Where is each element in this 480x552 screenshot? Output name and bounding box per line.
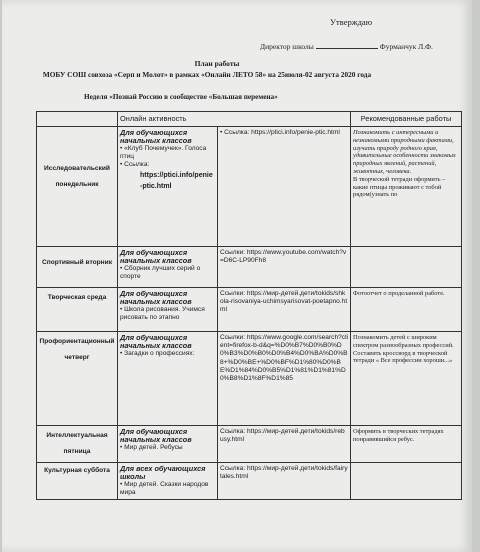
link-cell[interactable]: Ссылки: https://мир-детей.дети/tokids/shkola-risovaniya-uchimsyarisovat-poetapno.html [218, 288, 351, 332]
document-page [2, 0, 472, 552]
activity-text: Мир детей. Ребусы [124, 444, 183, 451]
activity-cell [118, 288, 218, 332]
activity-cell [118, 463, 218, 500]
link-cell[interactable]: • Ссылка: https://ptici.info/penie-ptic.html [218, 127, 351, 247]
rec-cell: Оформить в творческих тетрадях понравившийся ребус. [351, 426, 462, 463]
day-cell: Профориентационный четверг [37, 332, 118, 426]
link-cell[interactable]: Ссылка: https://мир-детей.дети/tokids/rebusy.html [218, 426, 351, 463]
group-label: Для обучающихся начальных классов [120, 427, 192, 444]
table-row [37, 332, 462, 426]
table-row [37, 247, 462, 288]
day-cell: Культурная суббота [37, 463, 118, 500]
approve-label: Утверждаю [330, 17, 373, 27]
table-row [37, 463, 462, 500]
rec-text: Познакомить с интересными и незнакомыми природными фактами, [353, 129, 454, 144]
day-cell: Интеллектуальная пятница [37, 426, 118, 463]
link-cell[interactable]: Ссылки: https://www.google.com/search?client=firefox-b-d&q=%D0%B7%D0%B0%D0%B3%D0%B0%D0%B4%D0%BA%D0%B8+%D0%BE+%D0%BF%D1%80%D0%BE%D1%84%D0%B5%D1%81%D1%81%D0%B8%D1%8F%D1%85 [218, 332, 351, 426]
day-cell: Спортивный вторник [37, 247, 118, 288]
activity-link[interactable]: https://ptici.info/penie-ptic.html [140, 171, 213, 190]
table-row [37, 127, 462, 247]
activity-text: Мир детей. Сказки народов мира [120, 481, 209, 497]
group-label: Для обучающихся начальных классов [120, 289, 192, 306]
director-name: Фурманчук Л.Ф. [379, 42, 433, 51]
link-cell[interactable]: Ссылки: https://www.youtube.com/watch?v=D6C-LP90Fh8 [218, 247, 351, 288]
activity-item: • Сборник лучших серий о спорте [120, 265, 201, 281]
link-cell[interactable]: Ссылка: https://мир-детей.дети/tokids/fairytales.html [218, 463, 351, 500]
group-label: Для обучающихся начальных классов [120, 248, 192, 265]
activity-text: Сборник лучших серий о спорте [120, 265, 201, 281]
activity-text: Загадки о профессиях: [124, 350, 195, 357]
rec-cell [351, 127, 462, 247]
header-online: Онлайн активность [118, 112, 351, 127]
header-empty [37, 112, 118, 127]
activity-cell [118, 332, 218, 426]
activity-item: • Загадки о профессиях: [120, 350, 195, 357]
rec-cell: Познакомить детей с широким спектром разнообразных профессий. Составить кроссворд в творческой тетради « Все профессии хороши...» [351, 332, 462, 426]
group-label: Для обучающихся начальных классов [120, 128, 192, 145]
activity-link-label: Ссылка: [124, 161, 150, 169]
activity-item: • Ссылка: [120, 161, 150, 169]
activity-cell [118, 426, 218, 463]
day-cell: Творческая среда [37, 288, 118, 332]
header-rec: Рекомендованные работы [351, 112, 462, 127]
day-cell: Исследовательский понедельник [37, 127, 118, 247]
rec-cell [351, 247, 462, 288]
rec-text: изучать природу родного края, удивительные особенности знакомых природных явлений, растений, животных, человека. [353, 144, 456, 175]
activity-item: • Мир детей. Ребусы [120, 444, 183, 451]
week-title: Неделя «Познай Россию в сообществе «Большая перемена» [84, 93, 278, 101]
table-header-row [37, 112, 462, 127]
group-label: Для всех обучающихся школы [120, 464, 206, 481]
doc-title: План работы [194, 59, 240, 68]
activity-text: Школа рисования. Учимся рисовать по этапно [120, 306, 205, 322]
director-line [260, 42, 433, 51]
activity-cell [118, 247, 218, 288]
rec-cell: Фотоотчет о проделанной работе. [351, 288, 462, 332]
rec-cell [351, 463, 462, 500]
rec-text: В творческой тетради оформить – какие птицы проживают с тобой рядом(узнать по [353, 175, 446, 199]
director-label: Директор школы [260, 42, 314, 51]
doc-subtitle: МОБУ СОШ совхоза «Серп и Молот» в рамках «Онлайн ЛЕТО 58» на 25июля-02 августа 2020 года [42, 70, 372, 79]
group-label: Для обучающихся начальных классов [120, 333, 192, 350]
activity-item: • Мир детей. Сказки народов мира [120, 481, 209, 497]
activity-item: • «Клуб Почемучек». Голоса птиц [120, 145, 207, 161]
signature-line [316, 42, 378, 49]
activity-cell [118, 127, 218, 247]
activity-text: «Клуб Почемучек». Голоса птиц [120, 145, 207, 161]
table-row [37, 288, 462, 332]
table-row [37, 426, 462, 463]
activity-item: • Школа рисования. Учимся рисовать по этапно [120, 306, 205, 322]
plan-table [36, 111, 462, 500]
